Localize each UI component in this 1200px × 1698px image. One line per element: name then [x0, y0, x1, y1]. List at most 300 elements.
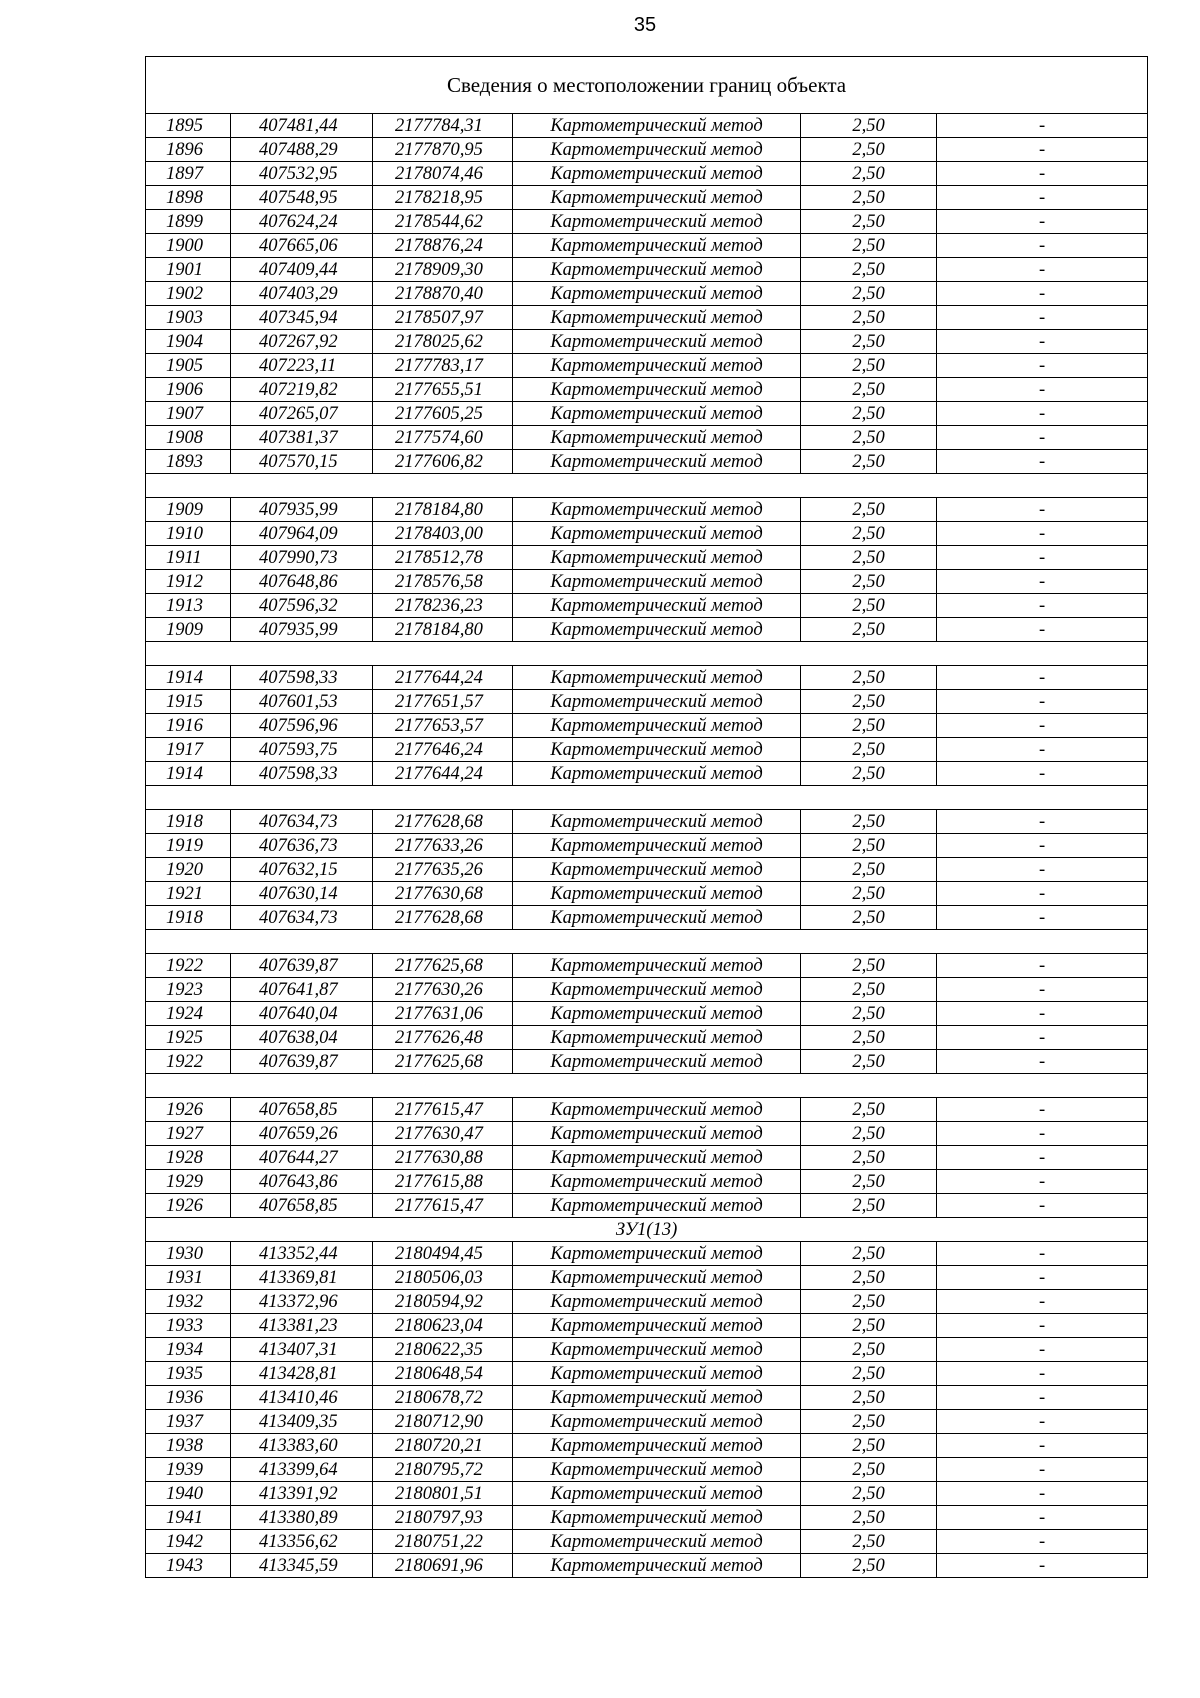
- method-cell: Картометрический метод: [513, 1026, 801, 1050]
- y-coordinate-cell: 2177783,17: [373, 354, 513, 378]
- description-cell: -: [937, 1530, 1148, 1554]
- description-cell: -: [937, 762, 1148, 786]
- description-cell: -: [937, 978, 1148, 1002]
- method-cell: Картометрический метод: [513, 1002, 801, 1026]
- point-number-cell: 1905: [146, 354, 231, 378]
- method-cell: Картометрический метод: [513, 210, 801, 234]
- x-coordinate-cell: 413409,35: [231, 1410, 373, 1434]
- table-row: [146, 1314, 1148, 1338]
- description-cell: -: [937, 594, 1148, 618]
- point-number-cell: 1907: [146, 402, 231, 426]
- accuracy-cell: 2,50: [801, 1242, 937, 1266]
- point-number-cell: 1930: [146, 1242, 231, 1266]
- y-coordinate-cell: 2180801,51: [373, 1482, 513, 1506]
- point-number-cell: 1940: [146, 1482, 231, 1506]
- accuracy-cell: 2,50: [801, 354, 937, 378]
- y-coordinate-cell: 2178507,97: [373, 306, 513, 330]
- method-cell: Картометрический метод: [513, 1362, 801, 1386]
- description-cell: -: [937, 1434, 1148, 1458]
- method-cell: Картометрический метод: [513, 1266, 801, 1290]
- description-cell: -: [937, 1362, 1148, 1386]
- description-cell: -: [937, 162, 1148, 186]
- accuracy-cell: 2,50: [801, 906, 937, 930]
- x-coordinate-cell: 407659,26: [231, 1122, 373, 1146]
- description-cell: -: [937, 1290, 1148, 1314]
- accuracy-cell: 2,50: [801, 114, 937, 138]
- y-coordinate-cell: 2180678,72: [373, 1386, 513, 1410]
- y-coordinate-cell: 2178184,80: [373, 618, 513, 642]
- accuracy-cell: 2,50: [801, 570, 937, 594]
- method-cell: Картометрический метод: [513, 1098, 801, 1122]
- table-row: [146, 906, 1148, 930]
- description-cell: -: [937, 402, 1148, 426]
- accuracy-cell: 2,50: [801, 234, 937, 258]
- x-coordinate-cell: 407935,99: [231, 498, 373, 522]
- point-number-cell: 1936: [146, 1386, 231, 1410]
- y-coordinate-cell: 2180797,93: [373, 1506, 513, 1530]
- y-coordinate-cell: 2177615,47: [373, 1098, 513, 1122]
- y-coordinate-cell: 2180691,96: [373, 1554, 513, 1578]
- table-row: [146, 810, 1148, 834]
- accuracy-cell: 2,50: [801, 1434, 937, 1458]
- accuracy-cell: 2,50: [801, 594, 937, 618]
- x-coordinate-cell: 407648,86: [231, 570, 373, 594]
- x-coordinate-cell: 413383,60: [231, 1434, 373, 1458]
- table-row: [146, 954, 1148, 978]
- x-coordinate-cell: 413399,64: [231, 1458, 373, 1482]
- method-cell: Картометрический метод: [513, 1242, 801, 1266]
- accuracy-cell: 2,50: [801, 954, 937, 978]
- table-row: [146, 1290, 1148, 1314]
- group-separator-row: [146, 474, 1148, 498]
- y-coordinate-cell: 2177605,25: [373, 402, 513, 426]
- method-cell: Картометрический метод: [513, 738, 801, 762]
- description-cell: -: [937, 618, 1148, 642]
- table-row: [146, 1554, 1148, 1578]
- method-cell: Картометрический метод: [513, 834, 801, 858]
- description-cell: -: [937, 1386, 1148, 1410]
- description-cell: -: [937, 234, 1148, 258]
- table-row: [146, 714, 1148, 738]
- method-cell: Картометрический метод: [513, 162, 801, 186]
- description-cell: -: [937, 858, 1148, 882]
- table-row: [146, 258, 1148, 282]
- table-row: [146, 522, 1148, 546]
- description-cell: -: [937, 210, 1148, 234]
- x-coordinate-cell: 407409,44: [231, 258, 373, 282]
- table-row: [146, 1434, 1148, 1458]
- x-coordinate-cell: 407570,15: [231, 450, 373, 474]
- table-row: [146, 1050, 1148, 1074]
- point-number-cell: 1917: [146, 738, 231, 762]
- x-coordinate-cell: 407640,04: [231, 1002, 373, 1026]
- method-cell: Картометрический метод: [513, 450, 801, 474]
- accuracy-cell: 2,50: [801, 1002, 937, 1026]
- accuracy-cell: 2,50: [801, 1386, 937, 1410]
- table-row: [146, 978, 1148, 1002]
- description-cell: -: [937, 1482, 1148, 1506]
- x-coordinate-cell: 407665,06: [231, 234, 373, 258]
- description-cell: -: [937, 426, 1148, 450]
- method-cell: Картометрический метод: [513, 1146, 801, 1170]
- y-coordinate-cell: 2180648,54: [373, 1362, 513, 1386]
- method-cell: Картометрический метод: [513, 858, 801, 882]
- point-number-cell: 1938: [146, 1434, 231, 1458]
- x-coordinate-cell: 407990,73: [231, 546, 373, 570]
- accuracy-cell: 2,50: [801, 690, 937, 714]
- y-coordinate-cell: 2178218,95: [373, 186, 513, 210]
- description-cell: -: [937, 1194, 1148, 1218]
- table-row: [146, 1458, 1148, 1482]
- table-row: [146, 618, 1148, 642]
- point-number-cell: 1934: [146, 1338, 231, 1362]
- point-number-cell: 1900: [146, 234, 231, 258]
- accuracy-cell: 2,50: [801, 330, 937, 354]
- point-number-cell: 1923: [146, 978, 231, 1002]
- y-coordinate-cell: 2177628,68: [373, 906, 513, 930]
- description-cell: -: [937, 1458, 1148, 1482]
- method-cell: Картометрический метод: [513, 1386, 801, 1410]
- description-cell: -: [937, 738, 1148, 762]
- y-coordinate-cell: 2178876,24: [373, 234, 513, 258]
- x-coordinate-cell: 407265,07: [231, 402, 373, 426]
- point-number-cell: 1921: [146, 882, 231, 906]
- accuracy-cell: 2,50: [801, 450, 937, 474]
- method-cell: Картометрический метод: [513, 378, 801, 402]
- method-cell: Картометрический метод: [513, 882, 801, 906]
- accuracy-cell: 2,50: [801, 618, 937, 642]
- method-cell: Картометрический метод: [513, 762, 801, 786]
- accuracy-cell: 2,50: [801, 162, 937, 186]
- x-coordinate-cell: 407636,73: [231, 834, 373, 858]
- x-coordinate-cell: 413407,31: [231, 1338, 373, 1362]
- point-number-cell: 1899: [146, 210, 231, 234]
- table-row: [146, 402, 1148, 426]
- x-coordinate-cell: 407639,87: [231, 954, 373, 978]
- description-cell: -: [937, 954, 1148, 978]
- x-coordinate-cell: 407634,73: [231, 810, 373, 834]
- description-cell: -: [937, 354, 1148, 378]
- accuracy-cell: 2,50: [801, 978, 937, 1002]
- method-cell: Картометрический метод: [513, 1482, 801, 1506]
- y-coordinate-cell: 2180494,45: [373, 1242, 513, 1266]
- table-row: [146, 1506, 1148, 1530]
- point-number-cell: 1918: [146, 906, 231, 930]
- accuracy-cell: 2,50: [801, 1050, 937, 1074]
- accuracy-cell: 2,50: [801, 210, 937, 234]
- point-number-cell: 1910: [146, 522, 231, 546]
- table-row: [146, 210, 1148, 234]
- point-number-cell: 1913: [146, 594, 231, 618]
- method-cell: Картометрический метод: [513, 186, 801, 210]
- x-coordinate-cell: 407598,33: [231, 762, 373, 786]
- description-cell: -: [937, 906, 1148, 930]
- description-cell: -: [937, 282, 1148, 306]
- y-coordinate-cell: 2178184,80: [373, 498, 513, 522]
- y-coordinate-cell: 2180751,22: [373, 1530, 513, 1554]
- method-cell: Картометрический метод: [513, 522, 801, 546]
- x-coordinate-cell: 407624,24: [231, 210, 373, 234]
- x-coordinate-cell: 413391,92: [231, 1482, 373, 1506]
- table-row: [146, 570, 1148, 594]
- y-coordinate-cell: 2177631,06: [373, 1002, 513, 1026]
- description-cell: -: [937, 1026, 1148, 1050]
- accuracy-cell: 2,50: [801, 714, 937, 738]
- x-coordinate-cell: 407548,95: [231, 186, 373, 210]
- group-separator-row: [146, 930, 1148, 954]
- description-cell: -: [937, 1146, 1148, 1170]
- x-coordinate-cell: 407964,09: [231, 522, 373, 546]
- y-coordinate-cell: 2177626,48: [373, 1026, 513, 1050]
- x-coordinate-cell: 407658,85: [231, 1098, 373, 1122]
- table-row: [146, 546, 1148, 570]
- point-number-cell: 1920: [146, 858, 231, 882]
- point-number-cell: 1893: [146, 450, 231, 474]
- x-coordinate-cell: 407488,29: [231, 138, 373, 162]
- group-separator-row: [146, 1074, 1148, 1098]
- y-coordinate-cell: 2177630,88: [373, 1146, 513, 1170]
- description-cell: -: [937, 1506, 1148, 1530]
- table-row: [146, 1026, 1148, 1050]
- method-cell: Картометрический метод: [513, 498, 801, 522]
- y-coordinate-cell: 2178512,78: [373, 546, 513, 570]
- accuracy-cell: 2,50: [801, 1530, 937, 1554]
- description-cell: -: [937, 258, 1148, 282]
- accuracy-cell: 2,50: [801, 738, 937, 762]
- method-cell: Картометрический метод: [513, 258, 801, 282]
- table-row: [146, 138, 1148, 162]
- table-row: [146, 1266, 1148, 1290]
- table-row: [146, 690, 1148, 714]
- point-number-cell: 1898: [146, 186, 231, 210]
- y-coordinate-cell: 2180623,04: [373, 1314, 513, 1338]
- x-coordinate-cell: 413352,44: [231, 1242, 373, 1266]
- y-coordinate-cell: 2178025,62: [373, 330, 513, 354]
- x-coordinate-cell: 413369,81: [231, 1266, 373, 1290]
- table-row: [146, 1338, 1148, 1362]
- table-row: [146, 234, 1148, 258]
- x-coordinate-cell: 407632,15: [231, 858, 373, 882]
- accuracy-cell: 2,50: [801, 306, 937, 330]
- x-coordinate-cell: 407593,75: [231, 738, 373, 762]
- x-coordinate-cell: 407345,94: [231, 306, 373, 330]
- method-cell: Картометрический метод: [513, 1314, 801, 1338]
- point-number-cell: 1903: [146, 306, 231, 330]
- point-number-cell: 1911: [146, 546, 231, 570]
- point-number-cell: 1902: [146, 282, 231, 306]
- description-cell: -: [937, 114, 1148, 138]
- accuracy-cell: 2,50: [801, 522, 937, 546]
- point-number-cell: 1922: [146, 954, 231, 978]
- y-coordinate-cell: 2177784,31: [373, 114, 513, 138]
- y-coordinate-cell: 2178236,23: [373, 594, 513, 618]
- accuracy-cell: 2,50: [801, 258, 937, 282]
- accuracy-cell: 2,50: [801, 1410, 937, 1434]
- point-number-cell: 1896: [146, 138, 231, 162]
- group-separator: [146, 1074, 1148, 1098]
- method-cell: Картометрический метод: [513, 546, 801, 570]
- x-coordinate-cell: 407643,86: [231, 1170, 373, 1194]
- y-coordinate-cell: 2180622,35: [373, 1338, 513, 1362]
- method-cell: Картометрический метод: [513, 1554, 801, 1578]
- description-cell: -: [937, 834, 1148, 858]
- x-coordinate-cell: 413380,89: [231, 1506, 373, 1530]
- y-coordinate-cell: 2177870,95: [373, 138, 513, 162]
- accuracy-cell: 2,50: [801, 1458, 937, 1482]
- table-row: [146, 1122, 1148, 1146]
- accuracy-cell: 2,50: [801, 546, 937, 570]
- description-cell: -: [937, 546, 1148, 570]
- accuracy-cell: 2,50: [801, 138, 937, 162]
- description-cell: -: [937, 306, 1148, 330]
- x-coordinate-cell: 413428,81: [231, 1362, 373, 1386]
- table-row: [146, 1146, 1148, 1170]
- point-number-cell: 1924: [146, 1002, 231, 1026]
- point-number-cell: 1895: [146, 114, 231, 138]
- accuracy-cell: 2,50: [801, 1098, 937, 1122]
- y-coordinate-cell: 2177646,24: [373, 738, 513, 762]
- x-coordinate-cell: 413381,23: [231, 1314, 373, 1338]
- method-cell: Картометрический метод: [513, 1170, 801, 1194]
- group-separator: [146, 930, 1148, 954]
- accuracy-cell: 2,50: [801, 810, 937, 834]
- accuracy-cell: 2,50: [801, 1506, 937, 1530]
- y-coordinate-cell: 2177625,68: [373, 1050, 513, 1074]
- accuracy-cell: 2,50: [801, 1314, 937, 1338]
- x-coordinate-cell: 407935,99: [231, 618, 373, 642]
- group-separator: [146, 474, 1148, 498]
- method-cell: Картометрический метод: [513, 1338, 801, 1362]
- description-cell: -: [937, 522, 1148, 546]
- table-header-row: [146, 57, 1148, 114]
- table-row: [146, 762, 1148, 786]
- point-number-cell: 1914: [146, 762, 231, 786]
- table-row: [146, 738, 1148, 762]
- point-number-cell: 1937: [146, 1410, 231, 1434]
- point-number-cell: 1927: [146, 1122, 231, 1146]
- table-row: [146, 1362, 1148, 1386]
- accuracy-cell: 2,50: [801, 1266, 937, 1290]
- y-coordinate-cell: 2177606,82: [373, 450, 513, 474]
- table-title: Сведения о местоположении границ объекта: [146, 57, 1148, 114]
- x-coordinate-cell: 407638,04: [231, 1026, 373, 1050]
- y-coordinate-cell: 2180795,72: [373, 1458, 513, 1482]
- y-coordinate-cell: 2177615,47: [373, 1194, 513, 1218]
- method-cell: Картометрический метод: [513, 1458, 801, 1482]
- table-row: [146, 1002, 1148, 1026]
- point-number-cell: 1914: [146, 666, 231, 690]
- accuracy-cell: 2,50: [801, 1194, 937, 1218]
- x-coordinate-cell: 407639,87: [231, 1050, 373, 1074]
- y-coordinate-cell: 2177630,68: [373, 882, 513, 906]
- point-number-cell: 1933: [146, 1314, 231, 1338]
- table-row: [146, 1098, 1148, 1122]
- description-cell: -: [937, 1122, 1148, 1146]
- x-coordinate-cell: 407641,87: [231, 978, 373, 1002]
- description-cell: -: [937, 570, 1148, 594]
- table-row: [146, 858, 1148, 882]
- y-coordinate-cell: 2177644,24: [373, 762, 513, 786]
- accuracy-cell: 2,50: [801, 1026, 937, 1050]
- description-cell: -: [937, 714, 1148, 738]
- x-coordinate-cell: 407381,37: [231, 426, 373, 450]
- point-number-cell: 1919: [146, 834, 231, 858]
- group-separator: [146, 786, 1148, 810]
- table-row: [146, 114, 1148, 138]
- y-coordinate-cell: 2177653,57: [373, 714, 513, 738]
- coordinates-table: [145, 56, 1148, 1578]
- description-cell: -: [937, 450, 1148, 474]
- y-coordinate-cell: 2180712,90: [373, 1410, 513, 1434]
- coordinates-table-body: [146, 57, 1148, 1578]
- table-row: [146, 882, 1148, 906]
- point-number-cell: 1909: [146, 618, 231, 642]
- point-number-cell: 1909: [146, 498, 231, 522]
- accuracy-cell: 2,50: [801, 762, 937, 786]
- method-cell: Картометрический метод: [513, 1290, 801, 1314]
- y-coordinate-cell: 2178403,00: [373, 522, 513, 546]
- method-cell: Картометрический метод: [513, 1506, 801, 1530]
- point-number-cell: 1943: [146, 1554, 231, 1578]
- table-row: [146, 1410, 1148, 1434]
- x-coordinate-cell: 413372,96: [231, 1290, 373, 1314]
- table-row: [146, 186, 1148, 210]
- point-number-cell: 1942: [146, 1530, 231, 1554]
- point-number-cell: 1918: [146, 810, 231, 834]
- table-row: [146, 666, 1148, 690]
- point-number-cell: 1932: [146, 1290, 231, 1314]
- group-separator-row: [146, 642, 1148, 666]
- y-coordinate-cell: 2177633,26: [373, 834, 513, 858]
- y-coordinate-cell: 2177635,26: [373, 858, 513, 882]
- method-cell: Картометрический метод: [513, 618, 801, 642]
- accuracy-cell: 2,50: [801, 426, 937, 450]
- x-coordinate-cell: 407601,53: [231, 690, 373, 714]
- method-cell: Картометрический метод: [513, 570, 801, 594]
- point-number-cell: 1915: [146, 690, 231, 714]
- point-number-cell: 1929: [146, 1170, 231, 1194]
- y-coordinate-cell: 2178870,40: [373, 282, 513, 306]
- section-label: ЗУ1(13): [146, 1218, 1148, 1242]
- point-number-cell: 1928: [146, 1146, 231, 1170]
- x-coordinate-cell: 413410,46: [231, 1386, 373, 1410]
- x-coordinate-cell: 407219,82: [231, 378, 373, 402]
- x-coordinate-cell: 407644,27: [231, 1146, 373, 1170]
- point-number-cell: 1906: [146, 378, 231, 402]
- method-cell: Картометрический метод: [513, 594, 801, 618]
- description-cell: -: [937, 1554, 1148, 1578]
- table-row: [146, 354, 1148, 378]
- table-row: [146, 1242, 1148, 1266]
- y-coordinate-cell: 2177644,24: [373, 666, 513, 690]
- method-cell: Картометрический метод: [513, 426, 801, 450]
- x-coordinate-cell: 407596,32: [231, 594, 373, 618]
- description-cell: -: [937, 810, 1148, 834]
- description-cell: -: [937, 1170, 1148, 1194]
- y-coordinate-cell: 2180594,92: [373, 1290, 513, 1314]
- description-cell: -: [937, 666, 1148, 690]
- y-coordinate-cell: 2177651,57: [373, 690, 513, 714]
- point-number-cell: 1941: [146, 1506, 231, 1530]
- y-coordinate-cell: 2177628,68: [373, 810, 513, 834]
- x-coordinate-cell: 407481,44: [231, 114, 373, 138]
- accuracy-cell: 2,50: [801, 498, 937, 522]
- y-coordinate-cell: 2178074,46: [373, 162, 513, 186]
- method-cell: Картометрический метод: [513, 1122, 801, 1146]
- point-number-cell: 1901: [146, 258, 231, 282]
- description-cell: -: [937, 186, 1148, 210]
- table-row: [146, 498, 1148, 522]
